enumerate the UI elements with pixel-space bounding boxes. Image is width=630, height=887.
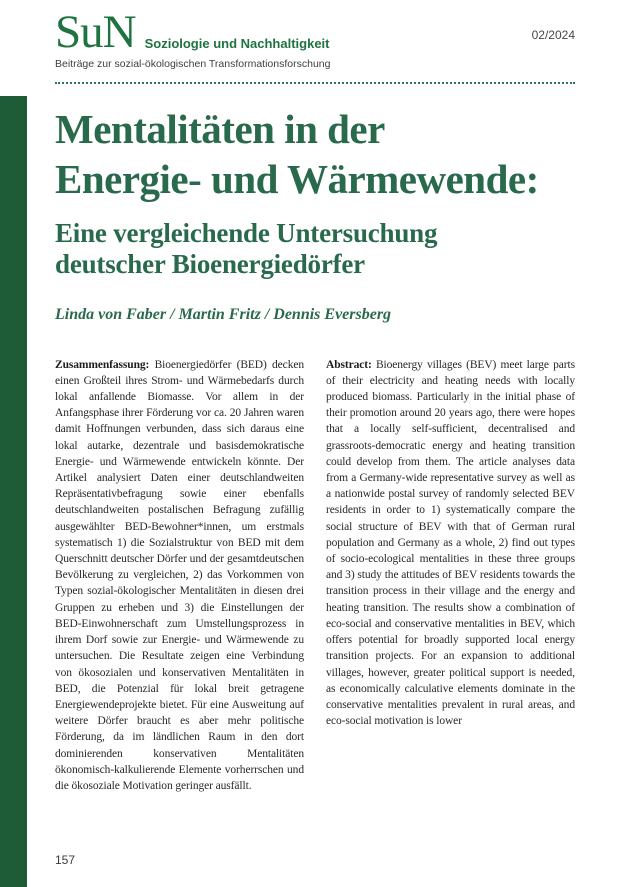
article-subtitle-line-2: deutscher Bioenergiedörfer (55, 248, 365, 279)
journal-subtitle: Beiträge zur sozial-ökologischen Transformationsforschung (55, 57, 331, 70)
article-subtitle-line-1: Eine vergleichende Untersuchung (55, 217, 438, 248)
issue-number: 02/2024 (531, 28, 575, 42)
abstract-german-label: Zusammenfassung: (55, 358, 150, 371)
journal-logo: SuN (55, 6, 136, 58)
abstract-english (326, 357, 575, 730)
abstract-german-text: Bioenergiedörfer (BED) decken einen Großteil ihres Strom- und Wärmebedarfs durch lokal anfallende Biomasse. Vor allem in der Anfangsphase ihrer Förderung vor ca. 20 Jahren waren damit Hoffnungen verbunden, dass sich daraus eine lokal autarke, dezentrale und basisdemokratische Energie- und Wärmewende entwickeln könnte. Der Artikel analysiert Daten einer deutschlandweiten Repräsentativbefragung sowie einer ebenfalls deutschlandweiten postalischen Befragung zufällig ausgewählter BED-Bewohner*innen, um erstmals systematisch 1) die Sozialstruktur von BED mit dem Querschnitt deutscher Dörfer und der gesamtdeutschen Bevölkerung zu vergleichen, 2) das Vorkommen von Typen sozial-ökologischer Mentalitäten in diesen drei Gruppen zu erheben und 3) die Einstellungen der BED-Einwohnerschaft zum Umstellungsprozess in ihrem Dorf sowie zur Energie- und Wärmewende zu untersuchen. Die Resultate zeigen eine Verbindung von ökosozialen und konservativen Mentalitäten in BED, die Potenzial für lokal breit getragene Energiewendeprojekte bietet. Für eine Ausweitung auf weitere Dörfer braucht es aber mehr politische Förderung, da im ländlichen Raum in den dort dominierenden konservativen Mentalitäten ökonomisch-kalkulierende Elemente vorherrschen und die ökosoziale Motivation geringer ausfällt. (55, 358, 304, 792)
journal-name: Soziologie und Nachhaltigkeit (144, 35, 330, 51)
journal-header (55, 0, 575, 84)
article-title-line-2: Energie- und Wärmewende: (55, 155, 539, 202)
abstract-english-column (326, 357, 575, 794)
article-title (55, 104, 575, 204)
left-edge-accent-bar (0, 96, 27, 887)
author-line: Linda von Faber / Martin Fritz / Dennis Eversberg (55, 305, 392, 323)
page-content (55, 0, 575, 794)
abstract-german-column (55, 357, 304, 794)
dotted-divider (55, 82, 575, 84)
abstract-english-label: Abstract: (326, 358, 372, 371)
abstract-columns (55, 357, 575, 794)
journal-logo-row (55, 0, 575, 58)
article-title-line-1: Mentalitäten in der (55, 105, 385, 152)
article-subtitle (55, 218, 575, 280)
abstract-german (55, 357, 304, 794)
page-number: 157 (55, 853, 76, 867)
abstract-english-text: Bioenergy villages (BEV) meet large parts of their electricity and heating needs with locally produced biomass. Particularly in the initial phase of their promotion around 20 years ago, there were hopes that a locally self-sufficient, decentralised and grassroots-democratic energy and heating transition could develop from them. The article analyses data from a Germany-wide representative survey as well as a nationwide postal survey of randomly selected BEV residents in order to 1) systematically compare the social structure of BEV with that of German rural population and Germany as a whole, 2) find out types of socio-ecological mentalities in these three groups and 3) study the attitudes of BEV residents towards the transition process in their village and the energy and heating transition. The results show a combination of eco-social and conservative mentalities in BEV, which offers potential for broadly supported local energy transition projects. For an expansion to additional villages, however, greater political support is needed, as economically calculative elements dominate in the conservative mentalities prevalent in rural areas, and eco-social motivation is lower (326, 358, 575, 728)
